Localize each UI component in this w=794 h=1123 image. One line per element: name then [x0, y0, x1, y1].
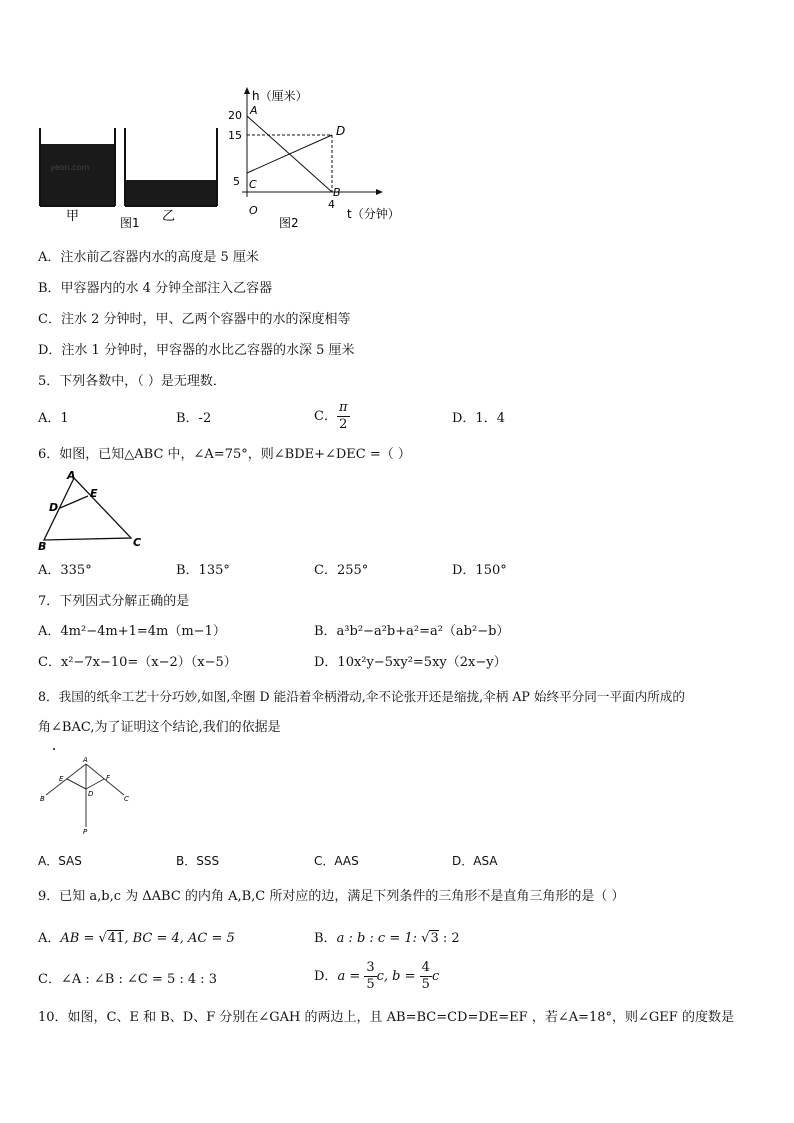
q4-option-c: C．注水 2 分钟时，甲、乙两个容器中的水的深度相等 [38, 312, 351, 327]
q6-option-d: D．150° [452, 563, 507, 578]
point-d-label: D [336, 124, 346, 138]
point-d-label: D [88, 790, 94, 798]
sqrt-radicand: 41 [107, 931, 125, 946]
point-e-label: E [59, 775, 64, 783]
q4-option-d: D．注水 1 分钟时，甲容器的水比乙容器的水深 5 厘米 [38, 343, 355, 358]
q6-option-a: A．335° [38, 563, 92, 578]
y-tick-20: 20 [228, 109, 242, 122]
q4-option-a: A．注水前乙容器内水的高度是 5 厘米 [38, 250, 259, 265]
sqrt-sign: √ [98, 931, 107, 946]
q5-option-d: D．1．4 [452, 411, 505, 426]
sqrt-sign: √ [421, 931, 430, 946]
q8-option-d: D．ASA [452, 854, 498, 868]
sqrt-radicand: 3 [430, 931, 439, 946]
q7-option-a: A．4m²−4m+1=4m（m−1） [38, 624, 226, 639]
point-p-label: P [83, 828, 88, 836]
q7-stem: 7．下列因式分解正确的是 [38, 594, 190, 609]
point-c-label: C [249, 178, 257, 191]
y-tick-15: 15 [228, 129, 242, 142]
q6-option-b: B．135° [176, 563, 230, 578]
q9-option-a-text2: , BC = 4, AC = 5 [124, 931, 235, 946]
q9-stem: 9．已知 a,b,c 为 ΔABC 的内角 A,B,C 所对应的边，满足下列条件的三角形不是直角三角形的是（ ） [38, 889, 625, 904]
q9-option-b-text2: : 2 [438, 931, 460, 946]
q10-stem: 10．如图，C、E 和 B、D、F 分别在∠GAH 的两边上，且 AB=BC=CD=DE=EF ，若∠A=18°，则∠GEF 的度数是 [38, 1010, 734, 1025]
container-jia [40, 128, 115, 206]
q8-stem-line1: 8．我国的纸伞工艺十分巧妙,如图,伞圈 D 能沿着伞柄滑动,伞不论张开还是缩拢,伞柄 AP 始终平分同一平面内所成的 [38, 689, 686, 704]
q6-triangle-figure [36, 468, 156, 554]
q8-option-a: A．SAS [38, 854, 82, 868]
x-tick-4: 4 [328, 198, 335, 211]
label-jia: 甲 [66, 209, 80, 224]
point-f-label: F [106, 774, 111, 782]
x-axis-arrow [376, 189, 383, 195]
fraction-numerator: π [338, 400, 348, 415]
fraction-denominator: 5 [421, 977, 430, 992]
pi-over-2-fraction [337, 400, 350, 433]
q9-option-c: C．∠A : ∠B : ∠C = 5 : 4 : 3 [38, 972, 218, 987]
x-axis-label: t（分钟） [347, 207, 400, 221]
point-a-label: A [250, 104, 258, 117]
q9-option-b-text1: a : b : c = 1: [336, 931, 422, 946]
h-t-graph [228, 87, 400, 230]
strut-fd [86, 779, 104, 789]
fraction-denominator: 5 [366, 977, 375, 992]
fraction-four-fifths [420, 960, 432, 993]
vertex-a-label: A [67, 469, 76, 482]
q7-option-d: D．10x²y−5xy²=5xy（2x−y） [314, 655, 507, 670]
q9-option-a-text1: AB = [60, 931, 99, 946]
vertex-c-label: C [133, 536, 142, 549]
point-e-label: E [90, 487, 98, 500]
q5-option-b: B．-2 [176, 411, 212, 426]
y-axis-label: h（厘米） [252, 89, 308, 103]
vertex-b-label: B [38, 540, 47, 553]
q4-option-b: B．甲容器内的水 4 分钟全部注入乙容器 [38, 281, 273, 296]
q8-stem-line2: 角∠BAC,为了证明这个结论,我们的依据是 [38, 720, 281, 735]
q9-option-d-text2: c, b = [376, 969, 420, 984]
y-tick-5: 5 [233, 175, 240, 188]
q8-umbrella-figure [36, 744, 146, 836]
water-jia [41, 144, 114, 205]
watermark-text: yeon.com [50, 163, 90, 172]
point-a-label: A [83, 756, 88, 764]
q5-stem: 5．下列各数中，（ ）是无理数． [38, 374, 226, 389]
fraction-numerator: 3 [366, 960, 375, 975]
q9-option-b-prefix: B． [314, 931, 337, 946]
q9-option-b [314, 930, 460, 948]
water-yi [126, 180, 216, 205]
point-d-label: D [49, 501, 59, 514]
q4-figure [30, 84, 430, 234]
q6-option-c: C．255° [314, 563, 369, 578]
q7-option-b: B．a³b²−a²b+a²=a²（ab²−b） [314, 624, 510, 639]
q9-option-d-prefix: D． [314, 969, 338, 984]
q9-option-d [314, 960, 439, 993]
rib-ab [46, 764, 86, 795]
y-axis-arrow [244, 87, 250, 94]
q8-option-b: B．SSS [176, 854, 220, 868]
strut-ed [67, 779, 86, 789]
q9-option-d-text1: a = [337, 969, 365, 984]
q5-option-a: A．1 [38, 411, 69, 426]
q5-option-c-prefix: C． [314, 409, 337, 424]
label-yi: 乙 [162, 209, 176, 224]
q9-option-a [38, 930, 235, 948]
q9-option-a-prefix: A． [38, 931, 61, 946]
dot-mark [53, 748, 55, 750]
fig1-label: 图1 [120, 216, 140, 230]
point-b-label: B [333, 186, 341, 199]
q8-option-c: C．AAS [314, 854, 359, 868]
q6-stem: 6．如图，已知△ABC 中，∠A=75°，则∠BDE+∠DEC =（ ） [38, 447, 411, 462]
fraction-numerator: 4 [421, 960, 430, 975]
point-c-label: C [124, 795, 129, 803]
fraction-denominator: 2 [339, 417, 348, 432]
fraction-three-fifths [364, 960, 376, 993]
line-cd [247, 135, 332, 173]
fig2-label: 图2 [279, 216, 299, 230]
q9-option-d-text3: c [431, 969, 440, 984]
origin-label: O [249, 204, 258, 217]
container-yi [125, 128, 217, 206]
q7-option-c: C．x²−7x−10=（x−2）（x−5） [38, 655, 237, 670]
point-b-label: B [40, 795, 45, 803]
q5-option-c [314, 400, 350, 433]
